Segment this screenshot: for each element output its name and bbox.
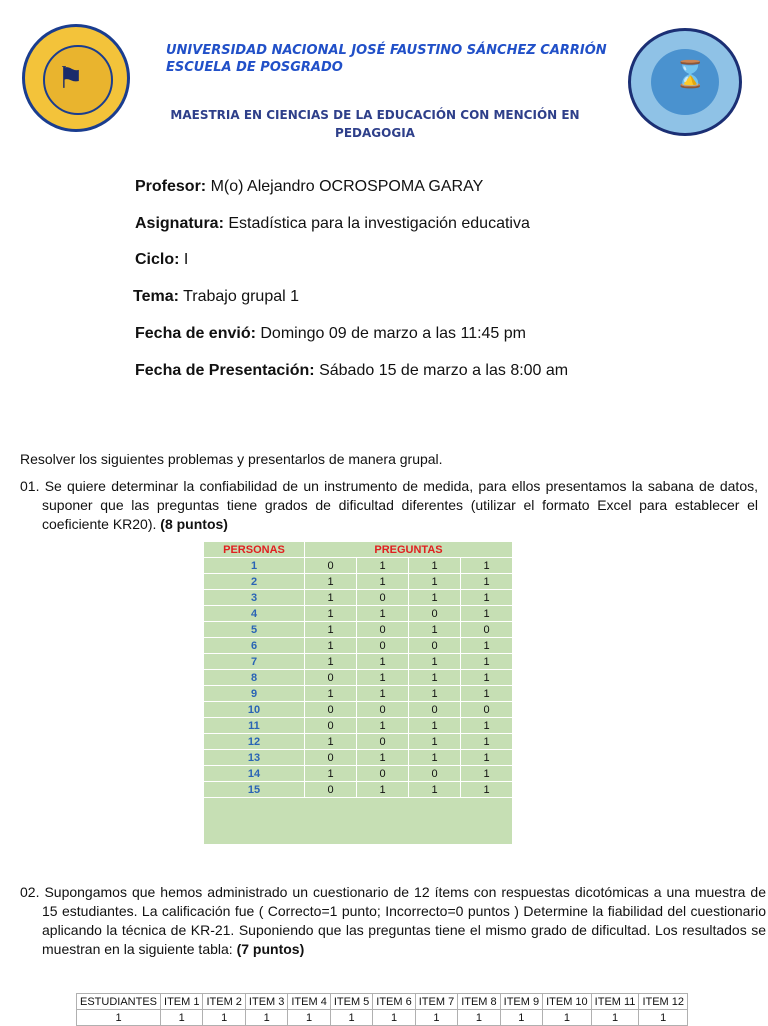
person-id-cell: 5 (204, 622, 305, 638)
answer-cell: 1 (461, 734, 513, 750)
answer-cell: 1 (409, 686, 461, 702)
problem-1-text: 01. Se quiere determinar la confiabilidad de un instrumento de medida, para ellos presentamos la sabana de datos, suponer que las preguntas tiene grados de dificultad diferentes (utilizar el formato Excel para establecer el coeficiente KR20). (20, 478, 758, 532)
info-professor (135, 178, 483, 196)
answer-cell: 1 (409, 590, 461, 606)
answer-cell: 1 (357, 558, 409, 574)
column-header: ITEM 2 (203, 994, 245, 1010)
column-header: ITEM 3 (245, 994, 287, 1010)
table-row (77, 1010, 688, 1026)
answer-cell: 1 (461, 766, 513, 782)
answer-cell: 1 (461, 782, 513, 798)
table-row (204, 574, 513, 590)
table-header-row (77, 994, 688, 1010)
answer-cell: 1 (305, 734, 357, 750)
header-persons: PERSONAS (204, 542, 305, 558)
table-cell: 1 (288, 1010, 330, 1026)
university-line: UNIVERSIDAD NACIONAL JOSÉ FAUSTINO SÁNCHEZ CARRIÓN (166, 43, 607, 58)
info-value: Sábado 15 de marzo a las 8:00 am (319, 362, 569, 379)
answer-cell: 1 (305, 574, 357, 590)
answer-cell: 1 (461, 638, 513, 654)
table-row (204, 590, 513, 606)
university-name (166, 42, 607, 76)
answer-cell: 0 (357, 734, 409, 750)
answer-cell: 1 (305, 638, 357, 654)
seal-inner-left (43, 45, 113, 115)
postgraduate-seal-right (628, 28, 742, 136)
program-line-2: PEDAGOGIA (335, 126, 415, 140)
person-id-cell: 4 (204, 606, 305, 622)
info-value: Estadística para la investigación educativa (228, 215, 530, 232)
answer-cell: 1 (357, 606, 409, 622)
hourglass-icon: ⌛ (674, 59, 707, 89)
answer-cell: 0 (357, 702, 409, 718)
column-header: ESTUDIANTES (77, 994, 161, 1010)
answer-cell: 0 (305, 782, 357, 798)
answer-cell: 1 (409, 718, 461, 734)
answer-cell: 1 (461, 686, 513, 702)
column-header: ITEM 1 (161, 994, 203, 1010)
answer-cell: 1 (305, 622, 357, 638)
table-cell: 1 (77, 1010, 161, 1026)
answer-cell: 1 (461, 670, 513, 686)
table-row (204, 702, 513, 718)
answer-cell: 1 (461, 606, 513, 622)
answer-cell: 1 (461, 718, 513, 734)
table-cell: 1 (373, 1010, 415, 1026)
column-header: ITEM 6 (373, 994, 415, 1010)
answer-cell: 0 (357, 638, 409, 654)
answer-cell: 0 (305, 718, 357, 734)
table-filler-row (204, 798, 513, 845)
info-cycle (135, 251, 188, 269)
school-line: ESCUELA DE POSGRADO (166, 60, 343, 75)
info-label: Ciclo: (135, 251, 180, 268)
answer-cell: 1 (461, 558, 513, 574)
table-row (204, 766, 513, 782)
column-header: ITEM 5 (330, 994, 372, 1010)
table-cell: 1 (543, 1010, 592, 1026)
kr20-data-table (203, 541, 513, 845)
info-value: Domingo 09 de marzo a las 11:45 pm (260, 325, 526, 342)
person-id-cell: 1 (204, 558, 305, 574)
column-header: ITEM 11 (591, 994, 639, 1010)
table-cell: 1 (639, 1010, 688, 1026)
info-presentation-date (135, 362, 568, 380)
problem-1-points: (8 puntos) (160, 516, 228, 532)
info-value: Trabajo grupal 1 (183, 288, 300, 305)
answer-cell: 1 (357, 686, 409, 702)
answer-cell: 1 (409, 734, 461, 750)
answer-cell: 1 (461, 654, 513, 670)
problem-2-points: (7 puntos) (236, 941, 305, 957)
answer-cell: 0 (461, 622, 513, 638)
answer-cell: 1 (305, 654, 357, 670)
table-row (204, 622, 513, 638)
person-id-cell: 6 (204, 638, 305, 654)
answer-cell: 0 (357, 622, 409, 638)
problem-2-text: 02. Supongamos que hemos administrado un cuestionario de 12 ítems con respuestas dicotómicas a una muestra de 15 estudiantes. La calificación fue ( Correcto=1 punto; Incorrecto=0 puntos ) Determine la fiabilidad del cuestionario aplicando la técnica de KR-21. Suponiendo que las preguntas tiene el mismo grado de dificultad. Los resultados se muestran en la siguiente tabla: (20, 884, 766, 957)
table-row (204, 670, 513, 686)
answer-cell: 1 (357, 670, 409, 686)
person-id-cell: 13 (204, 750, 305, 766)
answer-cell: 1 (461, 590, 513, 606)
table-cell: 1 (203, 1010, 245, 1026)
answer-cell: 1 (305, 766, 357, 782)
answer-cell: 0 (409, 638, 461, 654)
info-value: I (183, 251, 189, 268)
answer-cell: 1 (461, 574, 513, 590)
empty-cell (204, 798, 513, 845)
emblem-icon: ⚑ (57, 62, 84, 95)
answer-cell: 1 (357, 750, 409, 766)
table-cell: 1 (161, 1010, 203, 1026)
table-cell: 1 (415, 1010, 457, 1026)
answer-cell: 1 (357, 654, 409, 670)
answer-cell: 1 (305, 606, 357, 622)
answer-cell: 0 (357, 766, 409, 782)
table-header-row (204, 542, 513, 558)
table-row (204, 638, 513, 654)
answer-cell: 1 (409, 750, 461, 766)
table-row (204, 782, 513, 798)
person-id-cell: 7 (204, 654, 305, 670)
program-title (160, 106, 590, 142)
table-cell: 1 (591, 1010, 639, 1026)
person-id-cell: 10 (204, 702, 305, 718)
person-id-cell: 3 (204, 590, 305, 606)
answer-cell: 1 (357, 574, 409, 590)
table-row (204, 686, 513, 702)
person-id-cell: 9 (204, 686, 305, 702)
header-questions: PREGUNTAS (305, 542, 513, 558)
answer-cell: 1 (409, 558, 461, 574)
answer-cell: 1 (305, 590, 357, 606)
answer-cell: 0 (357, 590, 409, 606)
answer-cell: 1 (409, 654, 461, 670)
answer-cell: 1 (409, 670, 461, 686)
table-cell: 1 (500, 1010, 542, 1026)
answer-cell: 1 (409, 782, 461, 798)
problem-2 (20, 883, 766, 959)
table-cell: 1 (458, 1010, 500, 1026)
answer-cell: 1 (357, 718, 409, 734)
table-row (204, 750, 513, 766)
answer-cell: 1 (461, 750, 513, 766)
column-header: ITEM 8 (458, 994, 500, 1010)
answer-cell: 0 (461, 702, 513, 718)
table-row (204, 606, 513, 622)
info-label: Asignatura: (135, 215, 224, 232)
info-topic (133, 288, 299, 306)
person-id-cell: 12 (204, 734, 305, 750)
answer-cell: 0 (305, 702, 357, 718)
person-id-cell: 8 (204, 670, 305, 686)
info-label: Tema: (133, 288, 179, 305)
info-value: M(o) Alejandro OCROSPOMA GARAY (210, 178, 484, 195)
answer-cell: 1 (357, 782, 409, 798)
info-subject (135, 215, 530, 233)
answer-cell: 0 (305, 670, 357, 686)
table-row (204, 558, 513, 574)
column-header: ITEM 12 (639, 994, 688, 1010)
table-cell: 1 (245, 1010, 287, 1026)
seal-inner-right (651, 49, 719, 115)
info-label: Fecha de envió: (135, 325, 256, 342)
table-cell: 1 (330, 1010, 372, 1026)
info-label: Profesor: (135, 178, 207, 195)
instructions: Resolver los siguientes problemas y presentarlos de manera grupal. (20, 451, 443, 467)
info-send-date (135, 325, 526, 343)
answer-cell: 0 (409, 702, 461, 718)
column-header: ITEM 9 (500, 994, 542, 1010)
table-row (204, 654, 513, 670)
person-id-cell: 15 (204, 782, 305, 798)
answer-cell: 0 (305, 750, 357, 766)
answer-cell: 1 (409, 622, 461, 638)
answer-cell: 1 (305, 686, 357, 702)
answer-cell: 0 (409, 606, 461, 622)
table-row (204, 734, 513, 750)
answer-cell: 1 (409, 574, 461, 590)
column-header: ITEM 10 (543, 994, 592, 1010)
kr21-data-table (76, 993, 688, 1026)
answer-cell: 0 (305, 558, 357, 574)
person-id-cell: 2 (204, 574, 305, 590)
column-header: ITEM 7 (415, 994, 457, 1010)
info-label: Fecha de Presentación: (135, 362, 315, 379)
person-id-cell: 14 (204, 766, 305, 782)
program-line-1: MAESTRIA EN CIENCIAS DE LA EDUCACIÓN CON MENCIÓN EN (170, 108, 580, 122)
person-id-cell: 11 (204, 718, 305, 734)
problem-1 (20, 477, 758, 534)
university-seal-left (22, 24, 130, 132)
answer-cell: 0 (409, 766, 461, 782)
column-header: ITEM 4 (288, 994, 330, 1010)
table-row (204, 718, 513, 734)
